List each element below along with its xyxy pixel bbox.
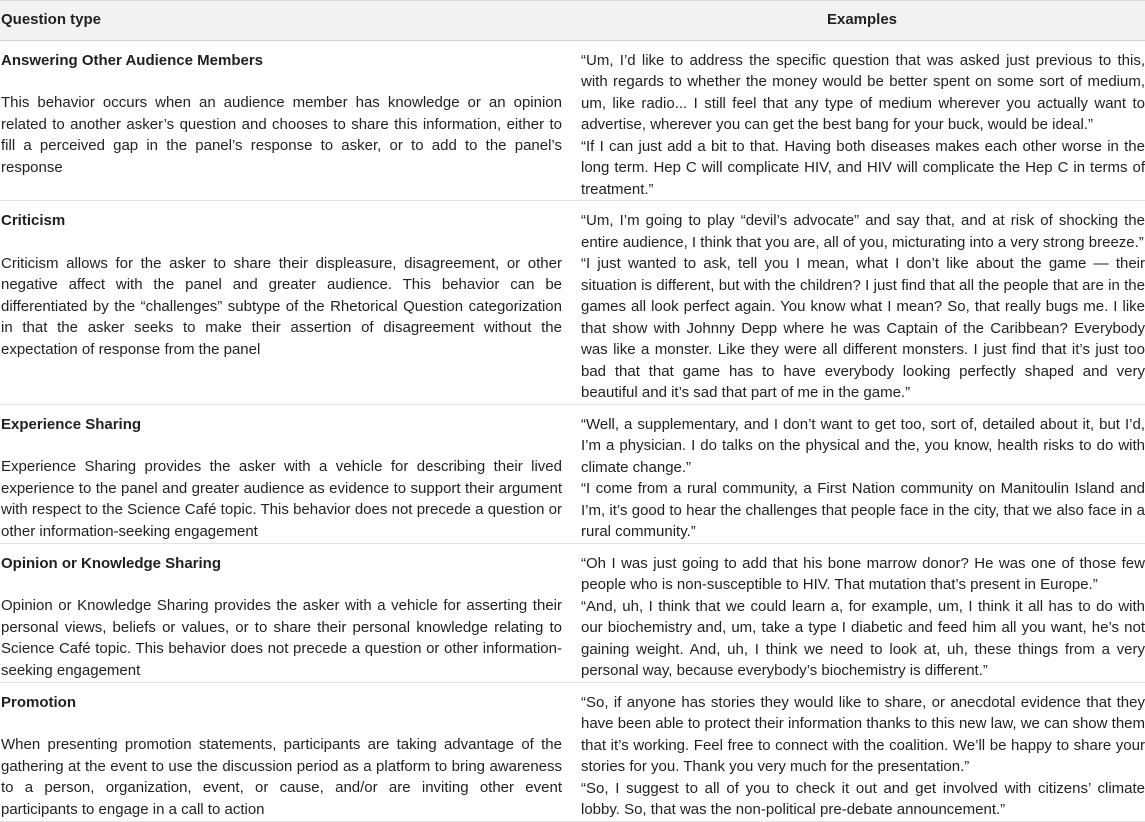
table-row xyxy=(0,682,1145,821)
example-quote: “I come from a rural community, a First Nation community on Manitoulin Island and I’m, it’s good to hear the challenges that people face in the city, that we also face in a rural community.” xyxy=(581,480,1145,540)
question-type-description: Experience Sharing provides the asker with a vehicle for describing their lived experience to the panel and greater audience as evidence to support their argument with respect to the Science Café topic. This behavior does not precede a question or other information-seeking engagement xyxy=(1,458,562,540)
question-type-name: Experience Sharing xyxy=(1,415,142,433)
table-row xyxy=(0,40,1145,201)
question-type-cell xyxy=(0,40,580,201)
question-type-description: This behavior occurs when an audience member has knowledge or an opinion related to another asker’s question and chooses to share this information, either to fill a perceived gap in the panel’s response to asker, or to add to the panel’s response xyxy=(1,94,562,176)
column-header-examples: Examples xyxy=(580,1,1145,41)
question-type-name: Criticism xyxy=(1,212,66,229)
examples-cell xyxy=(580,682,1145,821)
examples-cell xyxy=(580,543,1145,682)
question-type-name: Answering Other Audience Members xyxy=(1,51,264,69)
example-quote: “So, I suggest to all of you to check it out and get involved with citizens’ climate lobby. So, that was the non-political pre-debate announcement.” xyxy=(581,779,1145,818)
examples-cell xyxy=(580,40,1145,201)
table-header-row xyxy=(0,1,1145,41)
question-type-name: Opinion or Knowledge Sharing xyxy=(1,554,221,572)
column-header-question-type: Question type xyxy=(0,1,580,41)
question-type-cell xyxy=(0,404,580,543)
question-type-cell xyxy=(0,201,580,405)
table-row xyxy=(0,543,1145,682)
table-row xyxy=(0,404,1145,543)
table-row xyxy=(0,201,1145,405)
examples-cell xyxy=(580,404,1145,543)
question-type-cell xyxy=(0,682,580,821)
question-type-description: Opinion or Knowledge Sharing provides the asker with a vehicle for asserting their personal views, beliefs or values, or to share their personal knowledge relating to Science Café topic. This behavior does not precede a question or other information-seeking engagement xyxy=(1,597,562,679)
question-type-description: Criticism allows for the asker to share their displeasure, disagreement, or other negative affect with the panel and greater audience. This behavior can be differentiated by the “challenges” subtype of the Rhetorical Question categorization in that the asker seeks to make their assertion of disagreement without the expectation of response from the panel xyxy=(1,254,562,358)
question-type-cell xyxy=(0,543,580,682)
question-type-description: When presenting promotion statements, participants are taking advantage of the gathering at the event to use the discussion period as a platform to bring awareness to a person, organization, event, or cause, and/or are inviting other event participants to engage in a call to action xyxy=(1,736,562,818)
examples-cell xyxy=(580,201,1145,405)
example-quote: “Well, a supplementary, and I don’t want to get too, sort of, detailed about it, but I’d, I’m a physician. I do talks on the physical and the, you know, health risks to do with climate change.” xyxy=(581,415,1145,476)
example-quote: “Um, I’d like to address the specific question that was asked just previous to this, with regards to whether the money would be better spent on some sort of medium, um, like radio... I still feel that any type of medium wherever you actually want to advertise, wherever you can get the best bang for your buck, would be ideal.” xyxy=(581,51,1145,133)
example-quote: “And, uh, I think that we could learn a, for example, um, I think it all has to do with our biochemistry and, um, take a type I diabetic and feed him all you want, he’s not gaining weight. And, uh, I think we need to look at, uh, these things from a very personal way, because everybody’s biochemistry is different.” xyxy=(581,597,1145,679)
example-quote: “If I can just add a bit to that. Having both diseases makes each other worse in the long term. Hep C will complicate HIV, and HIV will complicate the Hep C in terms of treatment.” xyxy=(581,137,1145,198)
question-type-name: Promotion xyxy=(1,693,76,711)
example-quote: “I just wanted to ask, tell you I mean, what I don’t like about the game — their situation is different, but with the children? I just find that all the people that are in the games all look perfect again. You know what I mean? So, that really bugs me. I like that show with Johnny Depp where he was Captain of the Caribbean? Everybody was like a monster. Like they were all different monsters. I just find that it’s just too bad that that game has to have everybody looking perfectly shaped and very beautiful and it’s sad that part of me in the game.” xyxy=(581,255,1145,401)
example-quote: “Um, I’m going to play “devil’s advocate” and say that, and at risk of shocking the entire audience, I think that you are, all of you, micturating into a very strong breeze.” xyxy=(581,212,1145,251)
example-quote: “Oh I was just going to add that his bone marrow donor? He was one of those few people who is non-susceptible to HIV. That mutation that’s present in Europe.” xyxy=(581,554,1145,593)
example-quote: “So, if anyone has stories they would like to share, or anecdotal evidence that they have been able to protect their information thanks to this new law, we can show them that it’s working. Feel free to connect with the coalition. We’ll be happy to share your stories for you. Thank you very much for the presentation.” xyxy=(581,693,1145,775)
